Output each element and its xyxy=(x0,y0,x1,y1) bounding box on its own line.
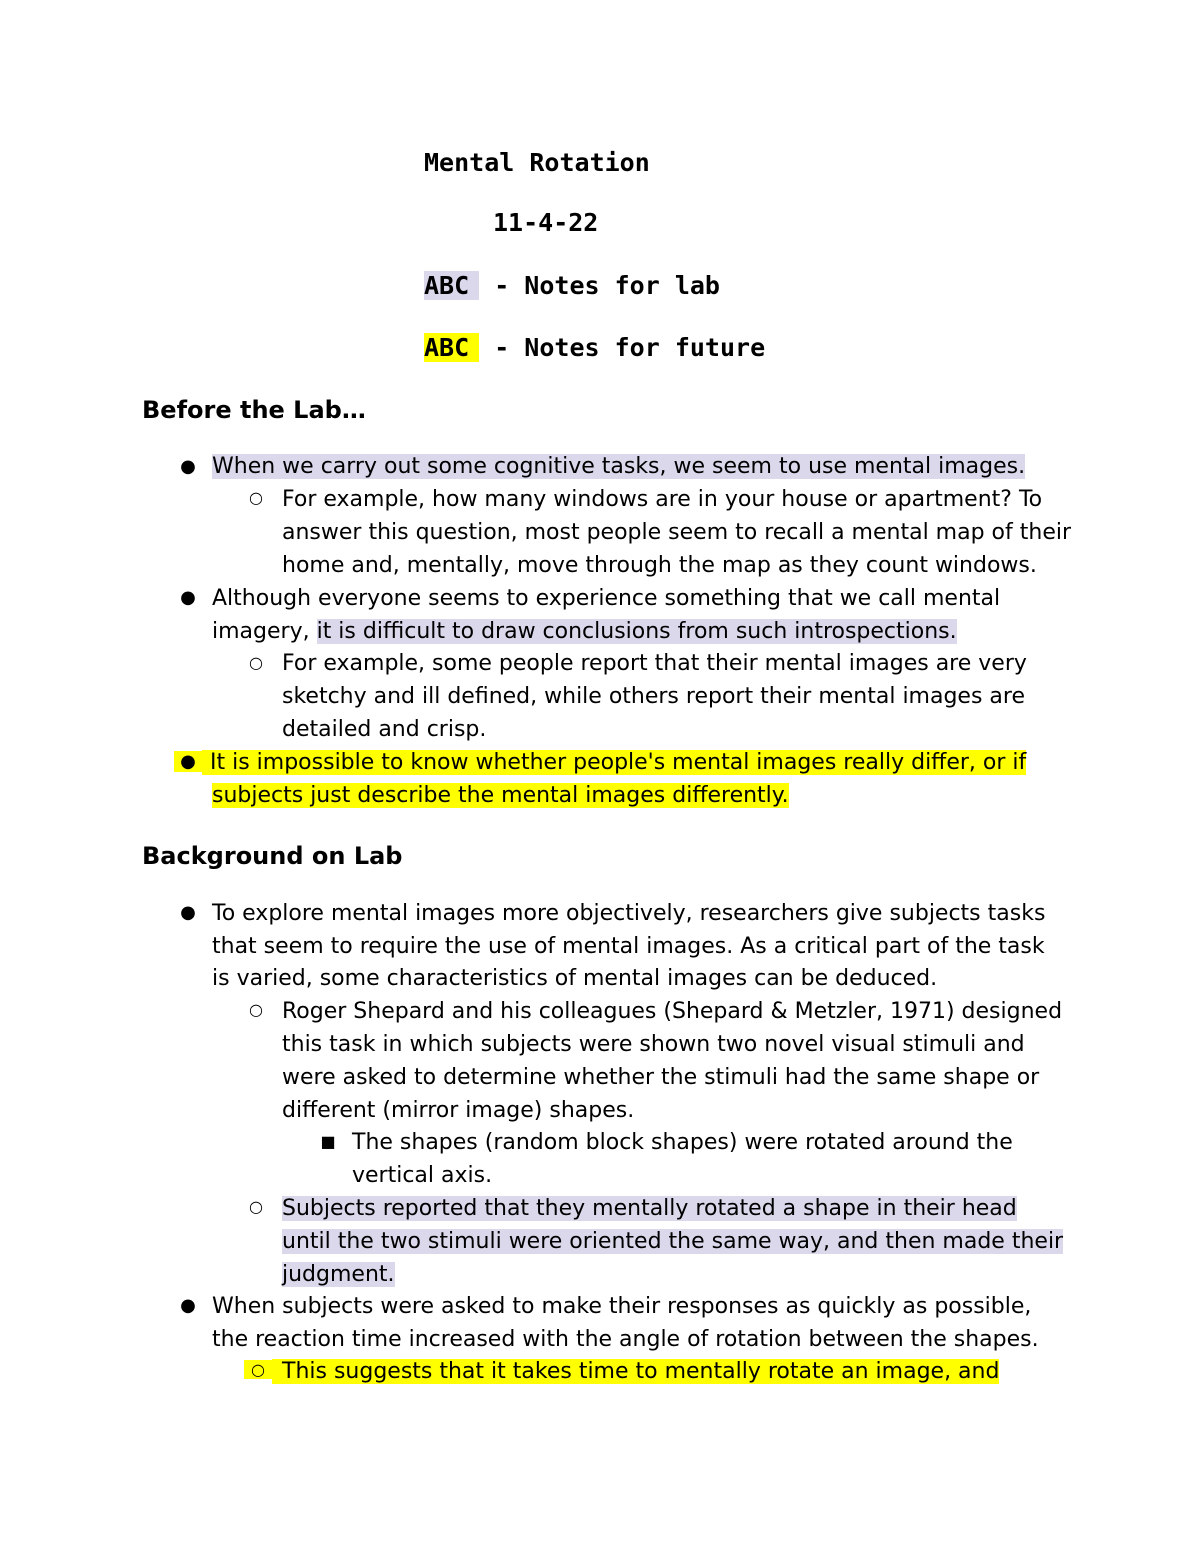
list-item-cont: imagery, it is difficult to draw conclusions from such introspections. xyxy=(212,619,957,644)
section-heading-background: Background on Lab xyxy=(142,842,403,870)
doc-title: Mental Rotation xyxy=(424,148,650,177)
list-item: For example, how many windows are in your house or apartment? To xyxy=(282,487,1043,512)
list-item: Although everyone seems to experience something that we call mental xyxy=(212,586,1001,611)
legend-future xyxy=(424,331,765,365)
list-item-cont: vertical axis. xyxy=(352,1163,493,1188)
list-item-cont: judgment. xyxy=(282,1262,395,1287)
square-bullet-icon: ■ xyxy=(320,1132,336,1151)
list-item-cont: subjects just describe the mental images differently. xyxy=(212,783,789,808)
list-item: For example, some people report that their mental images are very xyxy=(282,651,1027,676)
circle-bullet-icon: ○ xyxy=(249,1000,263,1019)
bullet-icon: ● xyxy=(180,902,196,923)
bullet-icon: ● xyxy=(180,1295,196,1316)
list-item-cont: is varied, some characteristics of mental images can be deduced. xyxy=(212,966,938,991)
list-item-cont: answer this question, most people seem to recall a mental map of their xyxy=(282,520,1072,545)
list-item: The shapes (random block shapes) were rotated around the xyxy=(352,1130,1013,1155)
legend-lab-swatch: ABC xyxy=(424,271,479,300)
list-item: This suggests that it takes time to mentally rotate an image, and xyxy=(272,1355,999,1388)
list-item-cont: sketchy and ill defined, while others report their mental images are xyxy=(282,684,1026,709)
list-item-cont: were asked to determine whether the stimuli had the same shape or xyxy=(282,1065,1040,1090)
list-item: Roger Shepard and his colleagues (Shepard & Metzler, 1971) designed xyxy=(282,999,1063,1024)
legend-lab xyxy=(424,269,720,303)
list-item-cont: that seem to require the use of mental images. As a critical part of the task xyxy=(212,934,1045,959)
legend-lab-text: - Notes for lab xyxy=(479,271,720,300)
legend-future-swatch: ABC xyxy=(424,333,479,362)
legend-future-text: - Notes for future xyxy=(479,333,766,362)
circle-bullet-icon: ○ xyxy=(249,1197,263,1216)
circle-bullet-icon: ○ xyxy=(249,488,263,507)
list-item-cont: home and, mentally, move through the map as they count windows. xyxy=(282,553,1037,578)
list-item: It is impossible to know whether people's mental images really differ, or if xyxy=(202,746,1026,779)
list-item: To explore mental images more objectively, researchers give subjects tasks xyxy=(212,901,1046,926)
doc-date: 11-4-22 xyxy=(493,208,599,237)
bullet-icon: ● xyxy=(180,456,196,477)
list-item-cont: detailed and crisp. xyxy=(282,717,487,742)
list-item: When we carry out some cognitive tasks, we seem to use mental images. xyxy=(212,454,1026,479)
list-item: When subjects were asked to make their responses as quickly as possible, xyxy=(212,1294,1032,1319)
list-item-cont: this task in which subjects were shown two novel visual stimuli and xyxy=(282,1032,1025,1057)
list-item-cont: until the two stimuli were oriented the same way, and then made their xyxy=(282,1229,1064,1254)
list-item-cont: the reaction time increased with the angle of rotation between the shapes. xyxy=(212,1327,1039,1352)
list-item-cont: different (mirror image) shapes. xyxy=(282,1098,635,1123)
bullet-icon: ● xyxy=(180,587,196,608)
list-item: Subjects reported that they mentally rotated a shape in their head xyxy=(282,1196,1017,1221)
bullet-icon: ● xyxy=(174,751,202,772)
circle-bullet-icon: ○ xyxy=(244,1360,272,1379)
section-heading-before: Before the Lab… xyxy=(142,396,366,424)
circle-bullet-icon: ○ xyxy=(249,653,263,672)
